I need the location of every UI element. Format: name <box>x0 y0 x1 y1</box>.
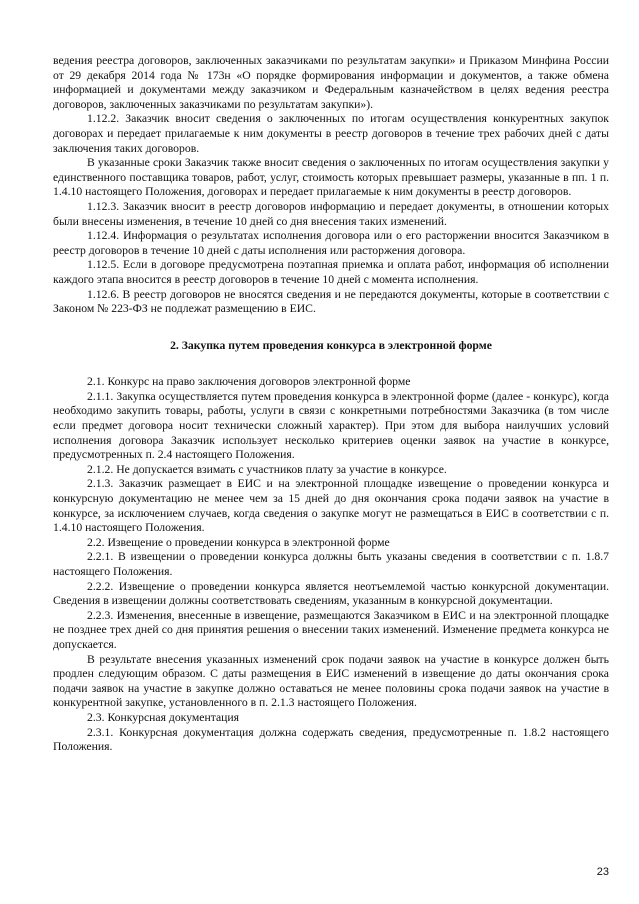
paragraph-continuation: ведения реестра договоров, заключенных заказчиками по результатам закупки» и Приказом Минфина России от 29 декабря 2014 года № 173н «О порядке формирования информации и документов, а также обмена информацией и документами между заказчиком и Федеральным казначейством в целях ведения реестра договоров, заключенных заказчиками по результатам закупки»). <box>53 54 609 111</box>
paragraph-2-2: 2.2. Извещение о проведении конкурса в электронной форме <box>87 535 390 549</box>
paragraph-1-12-6: 1.12.6. В реестр договоров не вносятся сведения и не передаются документы, которые в соответствии с Законом № 223-ФЗ не подлежат размещению в ЕИС. <box>53 287 609 316</box>
paragraph-1-12-3: 1.12.3. Заказчик вносит в реестр договоров информацию и передает документы, в отношении которых были внесены изменения, в течение 10 дней со дня внесения таких изменений. <box>53 199 609 228</box>
paragraph-2-2-1: 2.2.1. В извещении о проведении конкурса должны быть указаны сведения в соответствии с п. 1.8.7 настоящего Положения. <box>53 550 609 578</box>
paragraph-2-2-3-cont: В результате внесения указанных изменений срок подачи заявок на участие в конкурсе должен быть продлен следующим образом. С даты размещения в ЕИС изменений в извещение до даты окончания срока подачи заявок на участие в закупке должно оставаться не менее половины срока подачи заявок на участие в конкурентной закупке, установленного в п. 2.1.3 настоящего Положения. <box>53 652 609 710</box>
paragraph-2-1-2: 2.1.2. Не допускается взимать с участников плату за участие в конкурсе. <box>87 462 447 476</box>
paragraph-2-1-1: 2.1.1. Закупка осуществляется путем проведения конкурса в электронной форме (далее - конкурс), когда необходимо закупить товары, работы, услуги в связи с конкретными потребностями Заказчика (в том числе если предмет договора носит технически сложный характер). При этом для выбора наилучших условий исполнения договора Заказчик использует несколько критериев оценки заявок на участие в конкурсе, предусмотренных п. 2.4 настоящего Положения. <box>53 389 609 462</box>
document-page <box>53 54 609 755</box>
paragraph-1-12-4: 1.12.4. Информация о результатах исполнения договора или о его расторжении вносится Заказчиком в реестр договоров в течение 10 дней с даты исполнения или расторжения договора. <box>53 229 609 257</box>
paragraph-1-12-2-cont: В указанные сроки Заказчик также вносит сведения о заключенных по итогам осуществления закупки у единственного поставщика товаров, работ, услуг, стоимость которых превышает размеры, указанные в пп. 1 п. 1.4.10 настоящего Положения, договорах и передает прилагаемые к ним документы в реестр договоров. <box>53 156 609 199</box>
paragraph-2-2-2: 2.2.2. Извещение о проведении конкурса является неотъемлемой частью конкурсной документации. Сведения в извещении должны соответствовать сведениям, указанным в конкурсной документации. <box>53 579 609 608</box>
paragraph-1-12-5: 1.12.5. Если в договоре предусмотрена поэтапная приемка и оплата работ, информация об исполнении каждого этапа вносится в реестр договоров в течение 10 дней с момента исполнения. <box>53 258 609 286</box>
paragraph-2-1: 2.1. Конкурс на право заключения договоров электронной форме <box>87 375 411 389</box>
paragraph-2-1-3: 2.1.3. Заказчик размещает в ЕИС и на электронной площадке извещение о проведении конкурса и конкурсную документацию не менее чем за 15 дней до дня окончания срока подачи заявок на участие в конкурсе, за исключением случаев, когда сведения о закупке могут не размещаться в ЕИС в соответствии с п. 1.4.10 настоящего Положения. <box>53 477 609 535</box>
paragraph-2-3-1: 2.3.1. Конкурсная документация должна содержать сведения, предусмотренные п. 1.8.2 настоящего Положения. <box>53 725 609 754</box>
section-heading: 2. Закупка путем проведения конкурса в электронной форме <box>170 338 492 352</box>
paragraph-1-12-2: 1.12.2. Заказчик вносит сведения о заключенных по итогам осуществления конкурентных закупок договорах и передает прилагаемые к ним документы в реестр договоров в течение трех рабочих дней с даты заключения таких договоров. <box>53 112 609 155</box>
paragraph-2-2-3: 2.2.3. Изменения, внесенные в извещение, размещаются Заказчиком в ЕИС и на электронной площадке не позднее трех дней со дня принятия решения о внесении таких изменений. Изменение предмета конкурса не допускается. <box>53 608 609 651</box>
paragraph-2-3: 2.3. Конкурсная документация <box>87 710 240 724</box>
page-number: 23 <box>596 866 609 878</box>
